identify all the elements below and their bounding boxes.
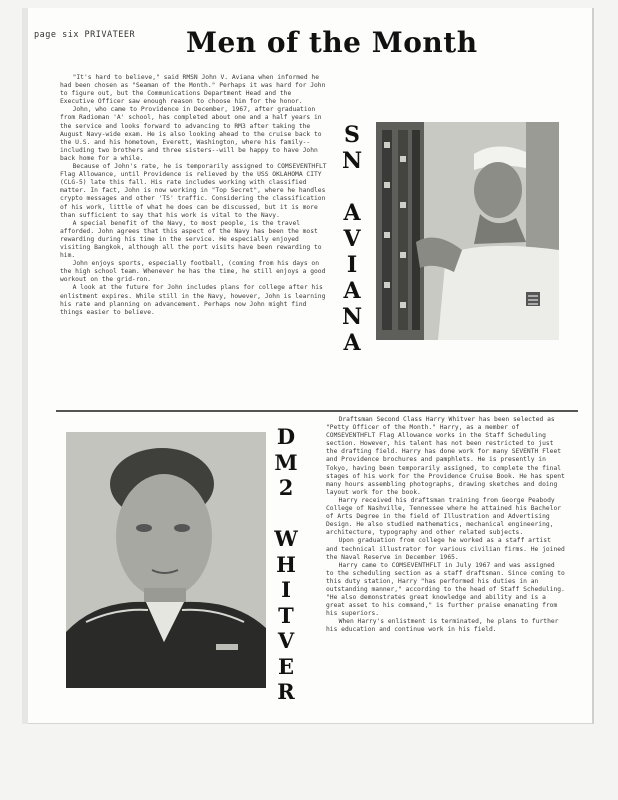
page-title: Men of the Month — [186, 26, 478, 59]
story-paragraph: John, who came to Providence in December, 1967, after graduation from Radioman 'A' school, has completed about one and a half years in the service and looks forward to advancing to RM3 after taking the August Navy-wide exam. He is also looking ahead to the cruise back to the U.S. and his hometown, Everett, Washington, where his family--including two brothers and three sisters--will be happy to have John back home for a while. — [60, 106, 322, 162]
name-letter: M — [274, 449, 298, 475]
name-letter: H — [276, 551, 296, 577]
name-letter: V — [343, 226, 361, 252]
name-letter: I — [281, 577, 291, 602]
page-label: page six PRIVATEER — [34, 30, 136, 40]
name-letter: A — [343, 200, 361, 226]
name-letter: E — [277, 653, 294, 679]
story-paragraph: "It's hard to believe," said RMSN John V. Aviana when informed he had been chosen as "Seaman of the Month." Perhaps it was hard for John to figure out, but the Communications Department Head and the Executive Officer saw enough reason to choose him for the honor. — [60, 74, 326, 106]
photo-whitver — [66, 432, 266, 688]
story-paragraph: Harry received his draftsman training from George Peabody College of Nashville, Tennessee where he attained his Bachelor of Arts Degree in the field of Illustration and Advertising Design. He also studied mathematics, mechanical engineering, architecture, typography and other related subjects. — [326, 496, 562, 537]
story-paragraph: John enjoys sports, especially football, (coming from his days on the high school team. Whenever he has the time, he still enjoys a good workout on the grid-ron. — [60, 260, 326, 284]
story-aviana — [60, 74, 328, 317]
name-letter: N — [341, 148, 363, 174]
photo-aviana — [376, 122, 559, 340]
story-paragraph: A look at the future for John includes plans for college after his enlistment expires. While still in the Navy, however, John is learning his rate and planning on advancement. Perhaps now John might find things easier to believe. — [60, 284, 326, 316]
story-paragraph: Because of John's rate, he is temporarily assigned to COMSEVENTHFLT Flag Allowance, until Providence is relieved by the USS OKLAHOMA CITY (CLG-5) late this fall. His rate includes working with classified matter. In fact, John is now working in "Top Secret", where he handles crypto messages and other 'TS' traffic. Considering the classification of his work, little of what he does can be discussed, but it is more than sufficient to say that his work is vital to the Navy. — [60, 163, 327, 219]
name-letter: 2 — [278, 475, 294, 500]
name-letter: I — [346, 252, 358, 278]
vertical-name-whitver — [272, 424, 300, 705]
name-letter: W — [274, 526, 298, 551]
name-letter: V — [277, 628, 295, 653]
name-letter: D — [276, 424, 296, 449]
story-paragraph: Harry came to COMSEVENTHFLT in July 1967 and was assigned to the scheduling section as a staff draftsman. Since coming to this duty station, Harry "has performed his duties in an outstanding manner," according to the head of Staff Scheduling. "He also demonstrates great knowledge and ability and is a great asset to his command," is further praise emanating from his superiors. — [326, 561, 565, 618]
story-paragraph: Upon graduation from college he worked as a staff artist and technical illustrator for various civilian firms. He joined the Naval Reserve in December 1965. — [326, 537, 565, 561]
name-letter: R — [277, 679, 295, 704]
vertical-name-aviana — [338, 122, 366, 356]
name-letter: A — [343, 278, 361, 304]
sailor-portrait-photo — [66, 432, 266, 688]
name-letter: N — [341, 304, 363, 330]
name-letter: A — [343, 330, 361, 356]
name-letter — [272, 501, 300, 527]
story-whitver — [326, 416, 566, 635]
story-paragraph: A special benefit of the Navy, to most people, is the travel afforded. John agrees that this aspect of the Navy has been the most rewarding during his time in the service. He especially enjoyed visiting Bangkok, although all the port visits have been rewarding to him. — [60, 219, 322, 260]
section-divider — [56, 410, 578, 412]
name-letter: T — [278, 602, 294, 628]
story-paragraph: Draftsman Second Class Harry Whitver has been selected as "Petty Officer of the Month." Harry, as a member of COMSEVENTHFLT Flag Allowance works in the Staff Scheduling section. However, his talent has not been restricted to just the drafting field. Harry has done work for many SEVENTH Fleet and Providence brochures and pamphlets. He is presently in Tokyo, having been temporarily assigned, to complete the final stages of his work for the Providence Cruise Book. He has spent many hours assembling photographs, drawing sketches and doing layout work for the book. — [326, 416, 565, 496]
story-paragraph: When Harry's enlistment is terminated, he plans to further his education and continue work in his field. — [326, 618, 559, 634]
name-letter — [338, 174, 366, 200]
name-letter: S — [344, 122, 360, 148]
sailor-at-console-photo — [376, 122, 559, 340]
